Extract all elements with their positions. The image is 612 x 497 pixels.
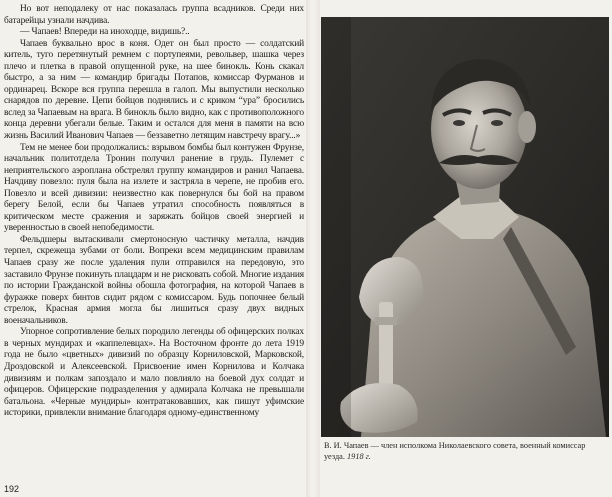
chapaev-portrait-photo [321, 17, 609, 437]
portrait-illustration [321, 17, 609, 437]
paragraph: Но вот неподалеку от нас показалась группа всадников. Среди них батарейцы узнали начдива. [4, 4, 304, 26]
photo-caption [324, 441, 608, 462]
page-number: 192 [4, 484, 20, 494]
paragraph: Упорное сопротивление белых породило легенды об офицерских полках в черных мундирах и «каппелевцах». На Восточном фронте до лета 1919 года не было «цветных» дивизий по образцу Корниловской, Марковской, Дроздовской и Алексеевской. Присвоение имен Корнилова и Колчака дивизиям и полкам запоздало и мало повлияло на боевой дух солдат и офицеров. Офицерские подразделения у адмирала Колчака не превышали батальона. «Черные мундиры» контратаковавших, как пишут уфимские историки, привлекли внимание благодаря одному-единственному [4, 327, 304, 419]
caption-year: 1918 г. [347, 451, 371, 461]
book-gutter [306, 0, 320, 497]
paragraph: — Чапаев! Впереди на иноходце, видишь?.. [20, 27, 190, 38]
text-column [4, 4, 304, 420]
paragraph: Чапаев буквально врос в коня. Одет он был просто — солдатский китель, туго перетянутый ремнем с портупеями, револьвер, шашка через плечо и плетка в правой опущенной руке, на шее бинокль. Конь скакал быстро, а за ним — командир бригады Потапов, комиссар Фурманов и ординарец. Вскоре вся группа перешла в галоп. Мы выпустили несколько снарядов по деревне. Цепи бойцов поднялись и с криком “ура” бросились вслед за Чапаевым на врага. В бинокль было видно, как с противоположного конца деревни убегали белые. Таким и остался для меня в памяти на всю жизнь Василий Иванович Чапаев — беззаветно летящим навстречу врагу...» [4, 38, 304, 142]
caption-text: В. И. Чапаев — член исполкома Николаевского совета, военный комиссар уезда. [324, 441, 586, 461]
paragraph: Тем не менее бои продолжались: взрывом бомбы был контужен Фрунзе, начальник политотдела Тронин получил ранение в грудь. Пулемет с неприятельского аэроплана обстрелял группу командиров и ранил Чапаева. Начдиву повезло: пуля была на излете и застряла в черепе, не пробив его. Повезло и всей дивизии: неизвестно как повернулся бы бой на правом берегу Белой, если бы Чапаев утратил способность появляться в критическом месте сражения и заряжать бойцов своей энергией и уверенностью в своей непобедимости. [4, 142, 304, 234]
paragraph: Фельдшеры вытаскивали смертоносную частичку металла, начдив терпел, скрежеща зубами от боли. Вопреки всем медицинским правилам Чапаев сразу же после удаления пули отправился на передовую, это заставило Фрунзе покинуть плацдарм и не рисковать собой. Многие издания по истории Гражданской войны обошла фотография, на которой Чапаев в фуражке поверх бинтов сидит рядом с комиссаром. Будь попочнее белый стрелок, Красная армия могла бы лишиться сразу двух видных военачальников. [4, 234, 304, 326]
